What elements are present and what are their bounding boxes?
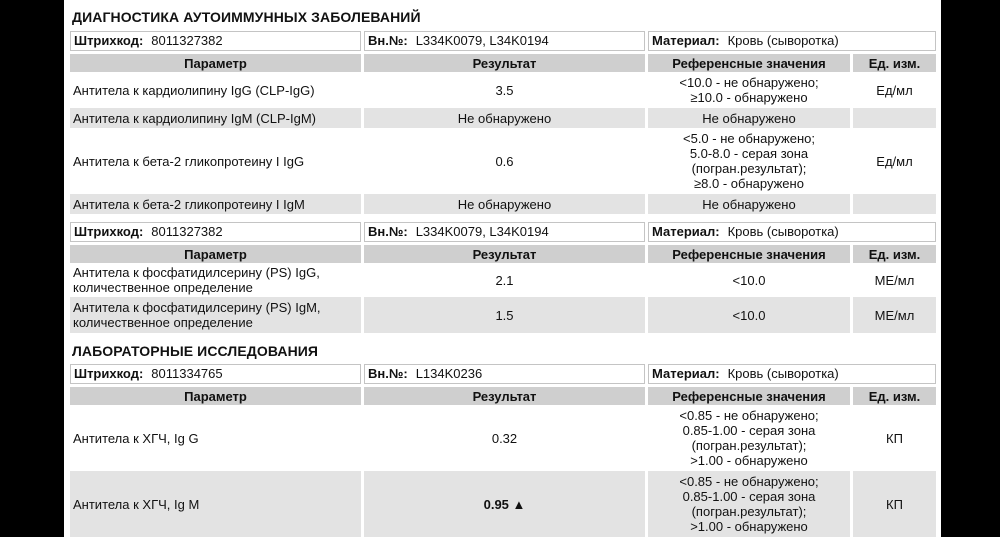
result-value-flagged: 0.95 ▲ (364, 471, 645, 537)
barcode-field (70, 364, 361, 384)
header-param: Параметр (70, 245, 361, 263)
reference-range: <5.0 - не обнаружено; 5.0-8.0 - серая зона (погран.результат); ≥8.0 - обнаружено (648, 128, 850, 194)
unit: МЕ/мл (853, 297, 936, 333)
table-row (70, 194, 936, 214)
unit: Ед/мл (853, 128, 936, 194)
results-table (70, 245, 936, 333)
unit (853, 108, 936, 128)
barcode-value: 8011327382 (151, 224, 223, 239)
material-value: Кровь (сыворотка) (727, 224, 839, 239)
table-row (70, 108, 936, 128)
table-row (70, 72, 936, 108)
header-ref: Референсные значения (648, 245, 850, 263)
table-row (70, 471, 936, 537)
param-name: Антитела к ХГЧ, Ig M (70, 471, 361, 537)
material-field (648, 364, 936, 384)
reference-range: <10.0 (648, 297, 850, 333)
internal-no-label: Вн.№: (368, 366, 408, 381)
header-unit: Ед. изм. (853, 54, 936, 72)
header-param: Параметр (70, 387, 361, 405)
param-name: Антитела к фосфатидилсерину (PS) IgG, количественное определение (70, 263, 361, 297)
internal-no-field (364, 364, 645, 384)
material-label: Материал: (652, 33, 720, 48)
internal-no-label: Вн.№: (368, 33, 408, 48)
barcode-value: 8011334765 (151, 366, 223, 381)
internal-no-field (364, 222, 645, 242)
table-header (70, 387, 936, 405)
internal-no-field (364, 31, 645, 51)
table-row (70, 263, 936, 297)
result-value: 1.5 (364, 297, 645, 333)
result-value: Не обнаружено (364, 194, 645, 214)
header-ref: Референсные значения (648, 54, 850, 72)
unit: МЕ/мл (853, 263, 936, 297)
barcode-label: Штрихкод: (74, 366, 144, 381)
header-unit: Ед. изм. (853, 245, 936, 263)
reference-range: <10.0 - не обнаружено; ≥10.0 - обнаружено (648, 72, 850, 108)
barcode-value: 8011327382 (151, 33, 223, 48)
header-result: Результат (364, 387, 645, 405)
material-label: Материал: (652, 224, 720, 239)
param-name: Антитела к бета-2 гликопротеину I IgM (70, 194, 361, 214)
internal-no-label: Вн.№: (368, 224, 408, 239)
header-ref: Референсные значения (648, 387, 850, 405)
lab-report-page (64, 0, 941, 537)
barcode-field (70, 222, 361, 242)
sample-info-row (70, 222, 936, 242)
header-unit: Ед. изм. (853, 387, 936, 405)
results-table (70, 387, 936, 537)
header-result: Результат (364, 245, 645, 263)
unit (853, 194, 936, 214)
material-label: Материал: (652, 366, 720, 381)
result-value: 2.1 (364, 263, 645, 297)
material-value: Кровь (сыворотка) (727, 366, 839, 381)
barcode-label: Штрихкод: (74, 224, 144, 239)
unit: КП (853, 405, 936, 471)
internal-no-value: L334K0079, L34K0194 (415, 33, 549, 48)
header-param: Параметр (70, 54, 361, 72)
param-name: Антитела к фосфатидилсерину (PS) IgM, количественное определение (70, 297, 361, 333)
param-name: Антитела к кардиолипину IgG (CLP-IgG) (70, 72, 361, 108)
table-row (70, 128, 936, 194)
result-value: Не обнаружено (364, 108, 645, 128)
material-value: Кровь (сыворотка) (727, 33, 839, 48)
section-title-lab: ЛАБОРАТОРНЫЕ ИССЛЕДОВАНИЯ (72, 343, 319, 359)
sample-info-row (70, 364, 936, 384)
result-value: 0.6 (364, 128, 645, 194)
header-result: Результат (364, 54, 645, 72)
result-value: 3.5 (364, 72, 645, 108)
param-name: Антитела к кардиолипину IgM (CLP-IgM) (70, 108, 361, 128)
internal-no-value: L334K0079, L34K0194 (415, 224, 549, 239)
material-field (648, 31, 936, 51)
sample-info-row (70, 31, 936, 51)
barcode-label: Штрихкод: (74, 33, 144, 48)
material-field (648, 222, 936, 242)
param-name: Антитела к бета-2 гликопротеину I IgG (70, 128, 361, 194)
reference-range: <10.0 (648, 263, 850, 297)
reference-range: <0.85 - не обнаружено; 0.85-1.00 - серая зона (погран.результат); >1.00 - обнаружено (648, 471, 850, 537)
table-header (70, 54, 936, 72)
section-title-autoimmune: ДИАГНОСТИКА АУТОИММУННЫХ ЗАБОЛЕВАНИЙ (72, 9, 421, 25)
reference-range: Не обнаружено (648, 108, 850, 128)
internal-no-value: L134K0236 (415, 366, 483, 381)
unit: КП (853, 471, 936, 537)
result-value: 0.32 (364, 405, 645, 471)
unit: Ед/мл (853, 72, 936, 108)
table-row (70, 297, 936, 333)
reference-range: <0.85 - не обнаружено; 0.85-1.00 - серая зона (погран.результат); >1.00 - обнаружено (648, 405, 850, 471)
results-table (70, 54, 936, 214)
reference-range: Не обнаружено (648, 194, 850, 214)
barcode-field (70, 31, 361, 51)
param-name: Антитела к ХГЧ, Ig G (70, 405, 361, 471)
table-row (70, 405, 936, 471)
table-header (70, 245, 936, 263)
